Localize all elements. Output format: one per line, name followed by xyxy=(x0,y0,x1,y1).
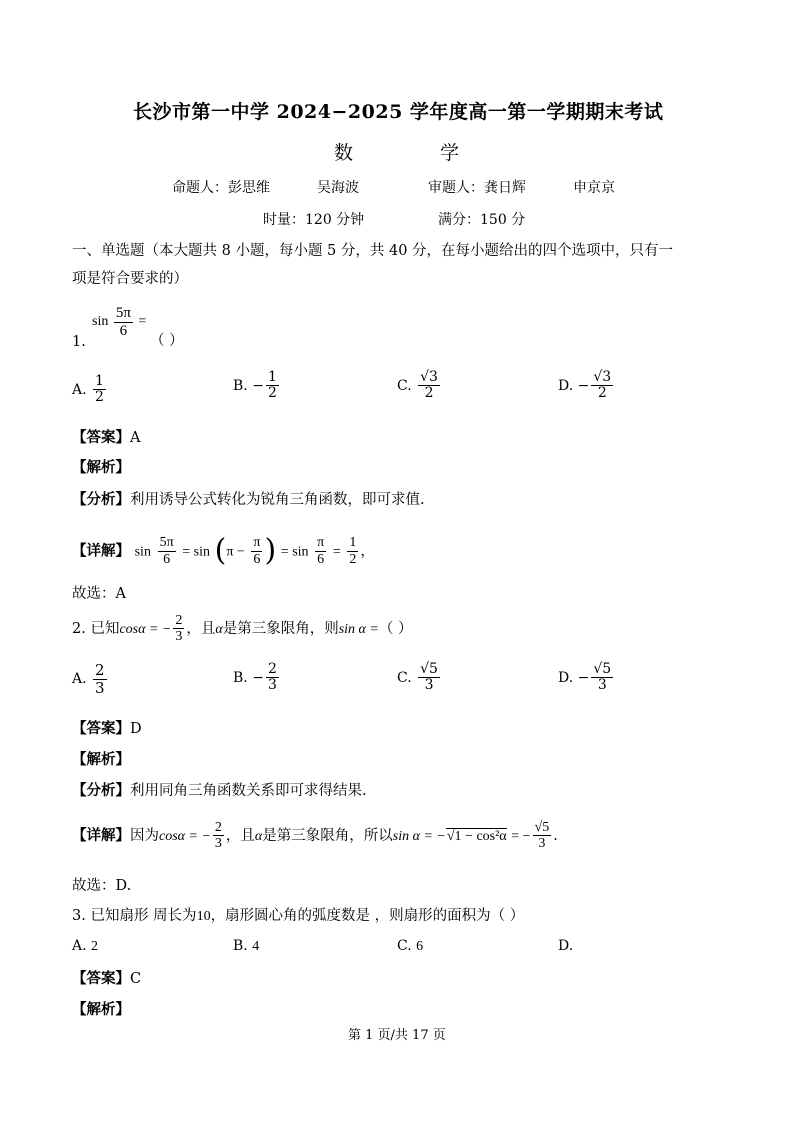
exam-time: 时量：120 分钟 xyxy=(263,212,365,228)
q3-option-c[interactable]: C. 6 xyxy=(397,938,424,954)
q1-option-a[interactable]: A. $\frac{1}{2}$ xyxy=(72,373,104,406)
q2-stem: 2. 已知cosα = − $\frac{2}{3}$ ，且α是第三象限角，则sin α =（ ） xyxy=(72,613,413,645)
subject-char-1: 数 xyxy=(334,142,354,164)
page-footer: 第 1 页/共 17 页 xyxy=(348,1028,446,1043)
q1-number: 1. xyxy=(72,334,86,350)
q2-choose: 故选：D. xyxy=(72,878,132,894)
q1-option-c[interactable]: C. $\frac{√3}{2}$ xyxy=(397,369,438,402)
q3-stem: 3. 已知扇形 周长为10，扇形圆心角的弧度数是 ，则扇形的面积为（ ） xyxy=(72,908,525,924)
q1-option-b[interactable]: B. − $\frac{1}{2}$ xyxy=(233,369,277,402)
section-line-2: 项是符合要求的） xyxy=(72,271,188,287)
q3-answer: 【答案】C xyxy=(72,970,142,987)
subject-char-2: 学 xyxy=(440,142,460,164)
q1-answer: 【答案】A xyxy=(72,429,141,446)
q1-detail: 【详解】 sin $\frac{5\pi}{6}$ = sin (π − $\frac{\pi}{6}$ ) = sin $\frac{\pi}{6}$ = $\frac{1}{2}$ ， xyxy=(72,533,375,568)
q3-analysis-tag: 【解析】 xyxy=(72,1001,130,1018)
q2-option-d[interactable]: D. − $\frac{√5}{3}$ xyxy=(558,661,612,694)
q1-frac-num: 5π xyxy=(115,305,131,321)
exam-score: 满分：150 分 xyxy=(438,212,526,228)
reviewer-2: 申京京 xyxy=(573,180,615,196)
q2-option-a[interactable]: A. $\frac{2}{3}$ xyxy=(72,661,105,697)
q2-option-b[interactable]: B. − $\frac{2}{3}$ xyxy=(233,661,277,694)
q1-fenxi: 【分析】利用诱导公式转化为锐角三角函数，即可求值. xyxy=(72,491,425,508)
section-line-1: 一、单选题（本大题共 8 小题，每小题 5 分，共 40 分，在每小题给出的四个选项中，只有一 xyxy=(72,243,674,259)
q2-answer: 【答案】D xyxy=(72,720,142,737)
q3-option-d[interactable]: D. xyxy=(558,938,574,954)
q2-analysis-tag: 【解析】 xyxy=(72,751,130,768)
q1-sin: sin xyxy=(92,314,109,330)
q1-analysis-tag: 【解析】 xyxy=(72,459,130,476)
exam-title: 长沙市第一中学 2024−2025 学年度高一第一学期期末考试 xyxy=(133,101,664,123)
q1-frac xyxy=(114,305,133,339)
q2-fenxi: 【分析】利用同角三角函数关系即可求得结果. xyxy=(72,782,367,799)
q1-frac-den: 6 xyxy=(119,322,128,339)
q1-stem-formula xyxy=(92,305,146,339)
q2-detail: 【详解】因为cosα = − $\frac{2}{3}$ ，且α是第三象限角，所以sin α = −√1 − cos²α = − $\frac{√5}{3}$ . xyxy=(72,820,558,852)
authors: 命题人：彭思维 xyxy=(172,180,270,196)
q3-option-b[interactable]: B. 4 xyxy=(233,938,260,954)
reviewers: 审题人：龚日辉 xyxy=(428,180,526,196)
q1-eq: = xyxy=(138,314,147,330)
q3-option-a[interactable]: A. 2 xyxy=(72,938,99,954)
q2-option-c[interactable]: C. $\frac{√5}{3}$ xyxy=(397,661,438,694)
q1-blank: （ ） xyxy=(150,333,184,349)
q1-choose: 故选：A xyxy=(72,586,126,602)
author-2: 吴海波 xyxy=(317,180,359,196)
q1-option-d[interactable]: D. − $\frac{√3}{2}$ xyxy=(558,369,612,402)
